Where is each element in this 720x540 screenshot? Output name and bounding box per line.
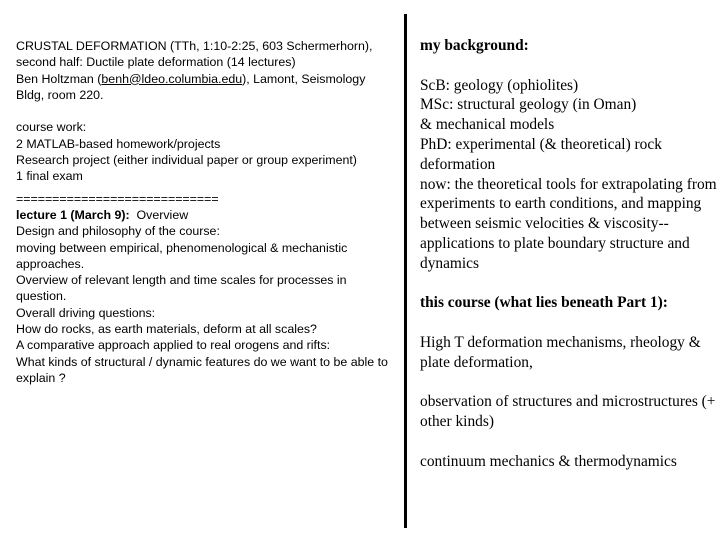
lecture-line: What kinds of structural / dynamic features do we want to be able to explain ?	[16, 354, 388, 385]
instructor-location: ), Lamont, Seismology Bldg, room 220.	[16, 71, 366, 102]
coursework-heading: course work:	[16, 120, 87, 135]
background-line: ScB: geology (ophiolites)	[420, 76, 579, 94]
lecture-line: Overview of relevant length and time scales for processes in question.	[16, 273, 347, 304]
lecture-label: lecture 1 (March 9):	[16, 207, 130, 222]
background-column	[420, 36, 718, 472]
spacer	[420, 373, 718, 393]
course-title: CRUSTAL DEFORMATION (TTh, 1:10-2:25, 603 Schermerhorn), second half: Ductile plate deformation (14 lectures)	[16, 39, 373, 70]
course-topic: continuum mechanics & thermodynamics	[420, 452, 677, 470]
instructor-name: Ben Holtzman (	[16, 71, 102, 86]
coursework-item: Research project (either individual paper or group experiment)	[16, 153, 357, 168]
lecture-line: Overall driving questions:	[16, 305, 156, 320]
lecture-line: Design and philosophy of the course:	[16, 224, 220, 239]
lecture-topic: Overview	[136, 207, 189, 222]
lecture-heading	[16, 207, 388, 223]
spacer	[420, 313, 718, 333]
instructor-email-link[interactable]: benh@ldeo.columbia.edu	[101, 71, 243, 86]
background-line: PhD: experimental (& theoretical) rock deformation	[420, 135, 662, 173]
instructor-info	[16, 71, 388, 104]
spacer	[420, 432, 718, 452]
lecture-line: A comparative approach applied to real orogens and rifts:	[16, 338, 331, 353]
separator-line: ============================	[16, 191, 219, 206]
lecture-line: moving between empirical, phenomenological & mechanistic approaches.	[16, 240, 348, 271]
lecture-line: How do rocks, as earth materials, deform at all scales?	[16, 322, 317, 337]
coursework-item: 2 MATLAB-based homework/projects	[16, 136, 221, 151]
course-info-column	[16, 38, 388, 386]
spacer	[16, 103, 388, 119]
background-line: applications to plate boundary structure and dynamics	[420, 234, 690, 272]
background-line: MSc: structural geology (in Oman)	[420, 96, 637, 114]
column-divider	[404, 14, 407, 528]
spacer	[420, 274, 718, 294]
background-line: & mechanical models	[420, 116, 555, 134]
course-topic: observation of structures and microstructures (+ other kinds)	[420, 393, 716, 431]
course-heading: this course (what lies beneath Part 1):	[420, 294, 668, 312]
course-topic: High T deformation mechanisms, rheology & plate deformation,	[420, 333, 701, 371]
background-heading: my background:	[420, 37, 529, 54]
background-line: now: the theoretical tools for extrapolating from experiments to earth conditions, and mapping between seismic velocities & viscosity--	[420, 175, 717, 233]
spacer	[420, 56, 718, 76]
coursework-item: 1 final exam	[16, 169, 83, 184]
